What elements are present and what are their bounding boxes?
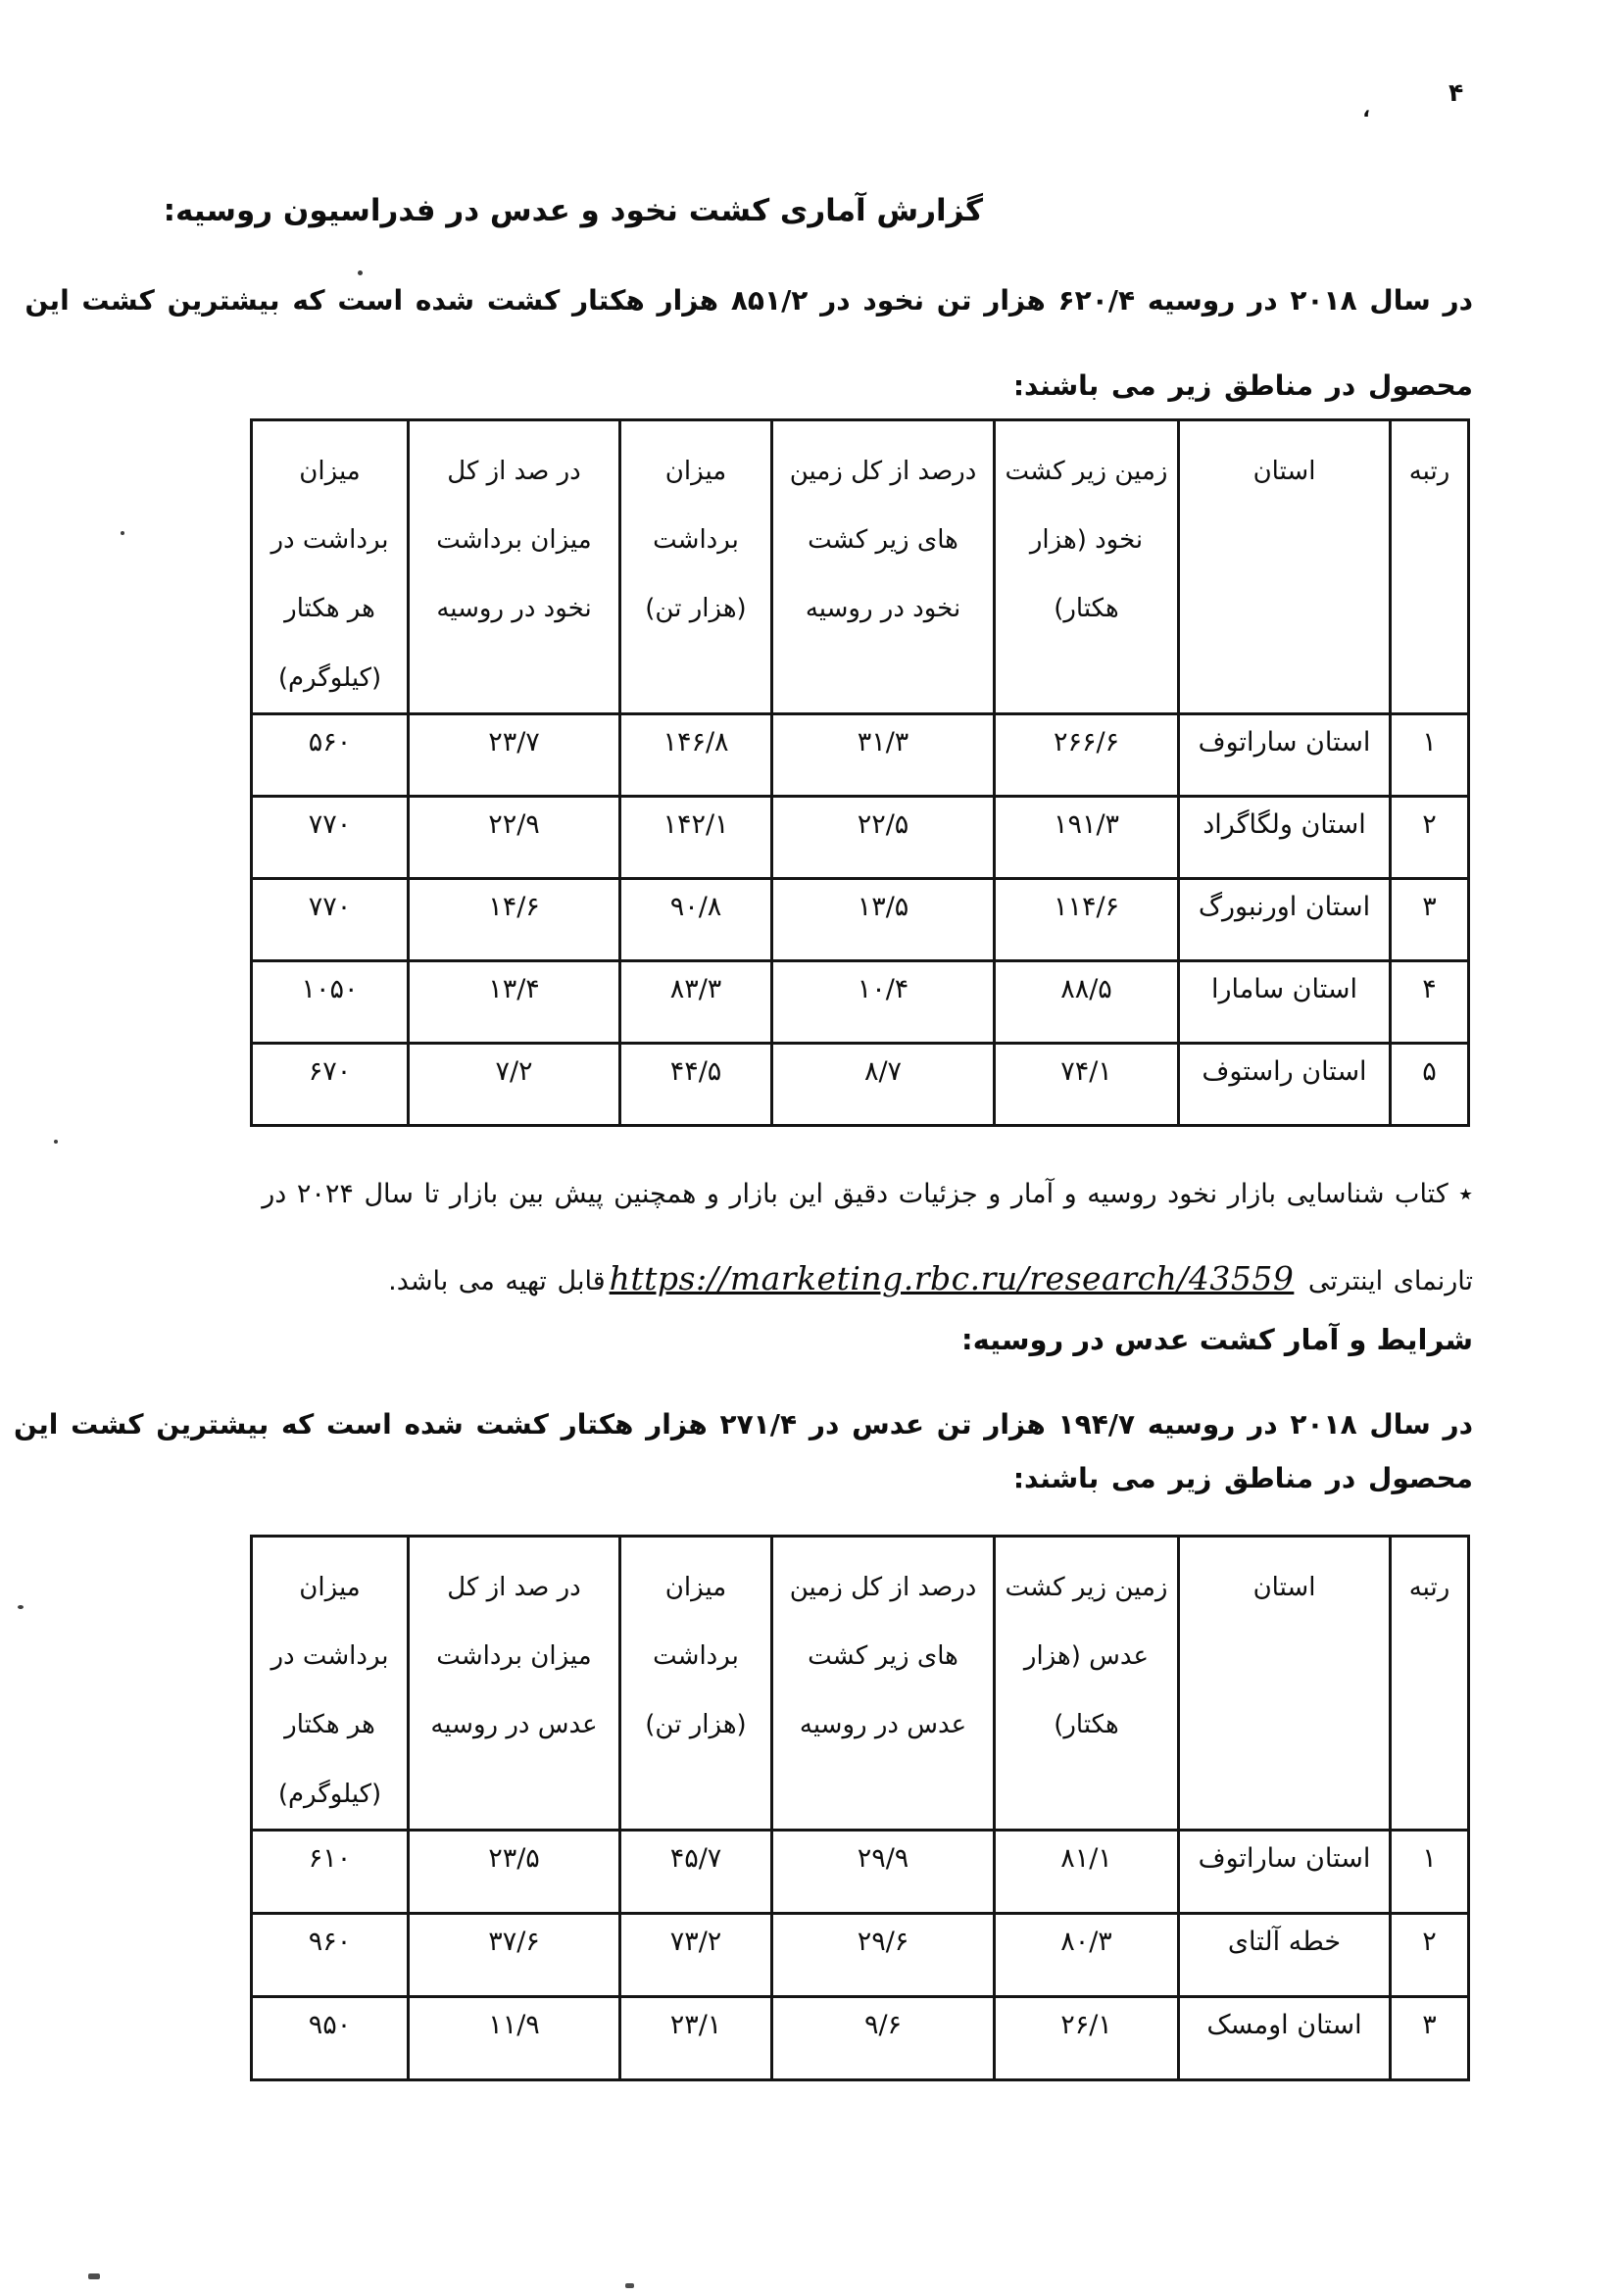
rank-cell: ۱: [1391, 1830, 1469, 1913]
harvest-cell: ۹۰/۸: [620, 878, 772, 960]
col-header-harvest-percent: در صد از کل میزان برداشت عدس در روسیه: [409, 1537, 620, 1831]
col-header-harvest-percent: در صد از کل میزان برداشت نخود در روسیه: [409, 420, 620, 714]
area-cell: ۷۴/۱: [995, 1043, 1179, 1125]
table-row: [252, 1996, 1469, 2079]
footnote-text: کتاب شناسایی بازار نخود روسیه و آمار و جزئیات دقیق این بازار و همچنین پیش بین بازار تا سال ۲۰۲۴ در: [262, 1179, 1448, 1209]
page-number: ۴: [1448, 78, 1464, 107]
scan-speck: [54, 1140, 58, 1144]
harvest-cell: ۴۵/۷: [620, 1830, 772, 1913]
rank-cell: ۲: [1391, 1913, 1469, 1996]
province-cell: استان راستوف: [1179, 1043, 1391, 1125]
footnote-line2: [388, 1259, 1473, 1297]
province-cell: استان اورنبورگ: [1179, 878, 1391, 960]
harvest-percent-cell: ۳۷/۶: [409, 1913, 620, 1996]
lentil-intro-line1: در سال ۲۰۱۸ در روسیه ۱۹۴/۷ هزار تن عدس در ۲۷۱/۴ هزار هکتار کشت شده است که بیشترین کشت این: [14, 1408, 1473, 1441]
rank-cell: ۳: [1391, 1996, 1469, 2079]
rank-cell: ۵: [1391, 1043, 1469, 1125]
chickpea-intro-line2: محصول در مناطق زیر می باشند:: [1012, 369, 1473, 402]
yield-cell: ۶۱۰: [252, 1830, 409, 1913]
harvest-percent-cell: ۱۴/۶: [409, 878, 620, 960]
col-header-area-percent: درصد از کل زمین های زیر کشت عدس در روسیه: [772, 1537, 995, 1831]
area-cell: ۸۱/۱: [995, 1830, 1179, 1913]
table-row: [252, 1913, 1469, 1996]
province-cell: استان اومسک: [1179, 1996, 1391, 2079]
scan-speck: [358, 270, 363, 275]
harvest-cell: ۴۴/۵: [620, 1043, 772, 1125]
harvest-percent-cell: ۲۲/۹: [409, 796, 620, 878]
rank-cell: ۱: [1391, 713, 1469, 796]
area-percent-cell: ۱۳/۵: [772, 878, 995, 960]
table-row: [252, 796, 1469, 878]
table-row: [252, 713, 1469, 796]
rank-cell: ۳: [1391, 878, 1469, 960]
col-header-province: استان: [1179, 1537, 1391, 1831]
harvest-percent-cell: ۱۳/۴: [409, 960, 620, 1043]
col-header-area-percent: درصد از کل زمین های زیر کشت نخود در روسیه: [772, 420, 995, 714]
col-header-rank: رتبه: [1391, 420, 1469, 714]
area-percent-cell: ۲۹/۶: [772, 1913, 995, 1996]
area-percent-cell: ۱۰/۴: [772, 960, 995, 1043]
yield-cell: ۱۰۵۰: [252, 960, 409, 1043]
area-percent-cell: ۲۹/۹: [772, 1830, 995, 1913]
col-header-rank: رتبه: [1391, 1537, 1469, 1831]
lentil-header-row: [252, 1537, 1469, 1831]
rank-cell: ۲: [1391, 796, 1469, 878]
yield-cell: ۷۷۰: [252, 796, 409, 878]
province-cell: استان ولگاگراد: [1179, 796, 1391, 878]
yield-cell: ۷۷۰: [252, 878, 409, 960]
footnote-line1: [262, 1179, 1473, 1209]
area-percent-cell: ۲۲/۵: [772, 796, 995, 878]
harvest-cell: ۸۳/۳: [620, 960, 772, 1043]
col-header-harvest: میزان برداشت (هزار تن): [620, 1537, 772, 1831]
province-cell: خطه آلتای: [1179, 1913, 1391, 1996]
col-header-province: استان: [1179, 420, 1391, 714]
footnote-line2-prefix: تارنمای اینترتی: [1298, 1266, 1473, 1296]
harvest-cell: ۷۳/۲: [620, 1913, 772, 1996]
footnote-line2-suffix: قابل تهیه می باشد.: [388, 1266, 606, 1296]
chickpea-table: [250, 418, 1470, 1127]
harvest-percent-cell: ۲۳/۷: [409, 713, 620, 796]
area-percent-cell: ۳۱/۳: [772, 713, 995, 796]
table-row: [252, 878, 1469, 960]
col-header-cultivated-area: زمین زیر کشت عدس (هزار هکتار): [995, 1537, 1179, 1831]
province-cell: استان ساراتوف: [1179, 713, 1391, 796]
chickpea-header-row: [252, 420, 1469, 714]
rank-cell: ۴: [1391, 960, 1469, 1043]
scan-smudge: [88, 2273, 100, 2279]
harvest-percent-cell: ۷/۲: [409, 1043, 620, 1125]
yield-cell: ۶۷۰: [252, 1043, 409, 1125]
harvest-percent-cell: ۱۱/۹: [409, 1996, 620, 2079]
scan-comma-mark: ،: [1362, 98, 1370, 122]
table-row: [252, 960, 1469, 1043]
area-percent-cell: ۸/۷: [772, 1043, 995, 1125]
lentil-table: [250, 1535, 1470, 2081]
harvest-percent-cell: ۲۳/۵: [409, 1830, 620, 1913]
col-header-harvest: میزان برداشت (هزار تن): [620, 420, 772, 714]
footnote-marker: ٭: [1458, 1179, 1473, 1209]
table-row: [252, 1830, 1469, 1913]
area-cell: ۲۶/۱: [995, 1996, 1179, 2079]
area-cell: ۸۰/۳: [995, 1913, 1179, 1996]
yield-cell: ۹۶۰: [252, 1913, 409, 1996]
area-cell: ۸۸/۵: [995, 960, 1179, 1043]
yield-cell: ۵۶۰: [252, 713, 409, 796]
col-header-cultivated-area: زمین زیر کشت نخود (هزار هکتار): [995, 420, 1179, 714]
area-cell: ۲۶۶/۶: [995, 713, 1179, 796]
area-percent-cell: ۹/۶: [772, 1996, 995, 2079]
page-title: گزارش آماری کشت نخود و عدس در فدراسیون روسیه:: [163, 193, 983, 228]
area-cell: ۱۹۱/۳: [995, 796, 1179, 878]
yield-cell: ۹۵۰: [252, 1996, 409, 2079]
harvest-cell: ۲۳/۱: [620, 1996, 772, 2079]
lentil-section-heading: شرایط و آمار کشت عدس در روسیه:: [960, 1323, 1473, 1356]
province-cell: استان سامارا: [1179, 960, 1391, 1043]
col-header-yield-per-hectare: میزان برداشت در هر هکتار (کیلوگرم): [252, 420, 409, 714]
harvest-cell: ۱۴۲/۱: [620, 796, 772, 878]
province-cell: استان ساراتوف: [1179, 1830, 1391, 1913]
lentil-intro-line2: محصول در مناطق زیر می باشند:: [1012, 1462, 1473, 1494]
table-row: [252, 1043, 1469, 1125]
scan-smudge: [625, 2283, 634, 2288]
col-header-yield-per-hectare: میزان برداشت در هر هکتار (کیلوگرم): [252, 1537, 409, 1831]
scan-speck: [18, 1605, 24, 1609]
chickpea-intro-line1: در سال ۲۰۱۸ در روسیه ۶۲۰/۴ هزار تن نخود در ۸۵۱/۲ هزار هکتار کشت شده است که بیشترین کشت این: [25, 284, 1473, 317]
harvest-cell: ۱۴۶/۸: [620, 713, 772, 796]
marketing-research-url-link[interactable]: https://marketing.rbc.ru/research/43559: [609, 1259, 1295, 1297]
area-cell: ۱۱۴/۶: [995, 878, 1179, 960]
scan-speck: [121, 531, 124, 535]
